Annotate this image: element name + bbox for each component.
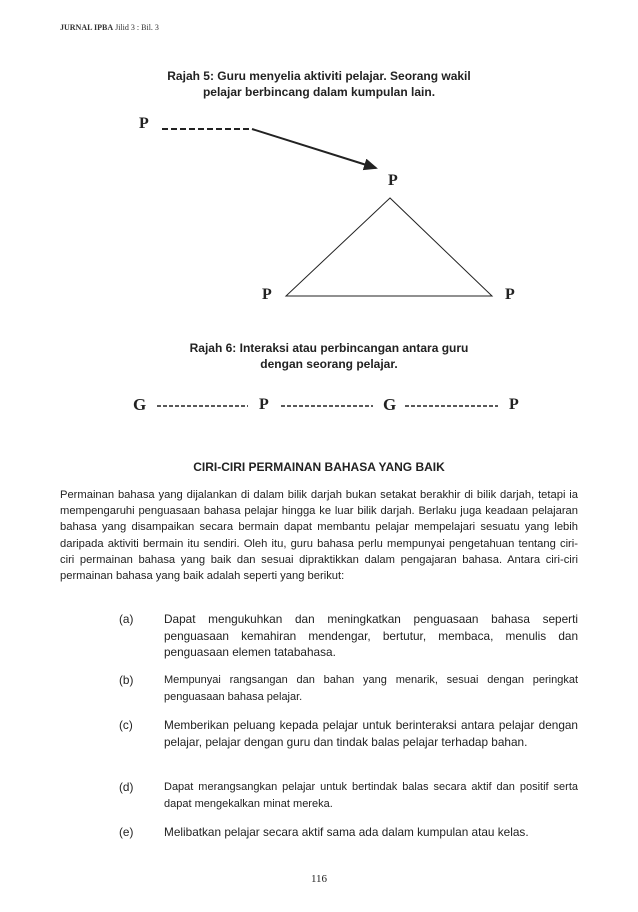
list-item-text: Mempunyai rangsangan dan bahan yang menarik, sesuai dengan peringkat penguasaan bahasa pelajar. xyxy=(164,674,578,703)
figure6-node-student-2: P xyxy=(509,396,519,413)
figure5-arrow xyxy=(252,129,376,168)
journal-name: JURNAL IPBA xyxy=(60,23,114,32)
figure6-caption-line1: Rajah 6: Interaksi atau perbincangan antara guru xyxy=(189,341,469,355)
figure5-caption-line2: pelajar berbincang dalam kumpulan lain. xyxy=(202,85,436,99)
page-number: 116 xyxy=(310,873,328,885)
journal-issue: Jilid 3 : Bil. 3 xyxy=(115,23,159,32)
figure5-node-bottom-right: P xyxy=(505,286,515,303)
figure6-node-teacher-2: G xyxy=(383,395,397,414)
figure5-node-bottom-left: P xyxy=(262,286,272,303)
figure6-node-teacher-1: G xyxy=(133,395,147,414)
list-item-label: (a) xyxy=(119,612,134,626)
figure6-node-student-1: P xyxy=(259,396,269,413)
figure5-caption-line1: Rajah 5: Guru menyelia aktiviti pelajar. Seorang wakil xyxy=(167,69,471,83)
list-item-text: Melibatkan pelajar secara aktif sama ada dalam kumpulan atau kelas. xyxy=(164,825,529,839)
figure6-caption-line2: dengan seorang pelajar. xyxy=(260,357,398,371)
list-item-text: Dapat mengukuhkan dan meningkatkan penguasaan bahasa seperti penguasaan kemahiran mendengar, bertutur, membaca, menulis dan penguasaan elemen tatabahasa. xyxy=(164,612,578,659)
figure5-node-apex: P xyxy=(388,172,398,189)
list-item-label: (c) xyxy=(119,718,133,732)
list-item-text: Memberikan peluang kepada pelajar untuk berinteraksi antara pelajar dengan pelajar, pelajar dengan guru dan tindak balas pelajar terhadap bahan. xyxy=(164,718,578,749)
list-item-text: Dapat merangsangkan pelajar untuk bertindak balas secara aktif dan positif serta dapat mengekalkan minat mereka. xyxy=(164,781,578,810)
intro-paragraph: Permainan bahasa yang dijalankan di dalam bilik darjah bukan setakat berakhir di bilik darjah, tetapi ia mempengaruhi penguasaan bahasa pelajar hingga ke luar bilik darjah. Berlaku juga keadaan pelajaran bahasa yang disampaikan secara bermain dapat membantu pelajar mempelajari sesuatu yang lebih daripada aktiviti bermain itu sendiri. Oleh itu, guru bahasa perlu mempunyai pengetahuan tentang ciri-ciri permainan bahasa yang baik dan sesuai dipraktikkan dalam pengajaran bahasa. Antara ciri-ciri permainan bahasa yang baik adalah seperti yang berikut: xyxy=(60,489,578,583)
figure6-caption xyxy=(10,340,638,372)
figure5-triangle xyxy=(286,198,492,296)
section-title: CIRI-CIRI PERMAINAN BAHASA YANG BAIK xyxy=(193,460,445,474)
list-item-label: (b) xyxy=(119,673,134,687)
list-item-label: (d) xyxy=(119,780,134,794)
figure5-node-top-left: P xyxy=(139,115,149,132)
list-item-label: (e) xyxy=(119,825,134,839)
